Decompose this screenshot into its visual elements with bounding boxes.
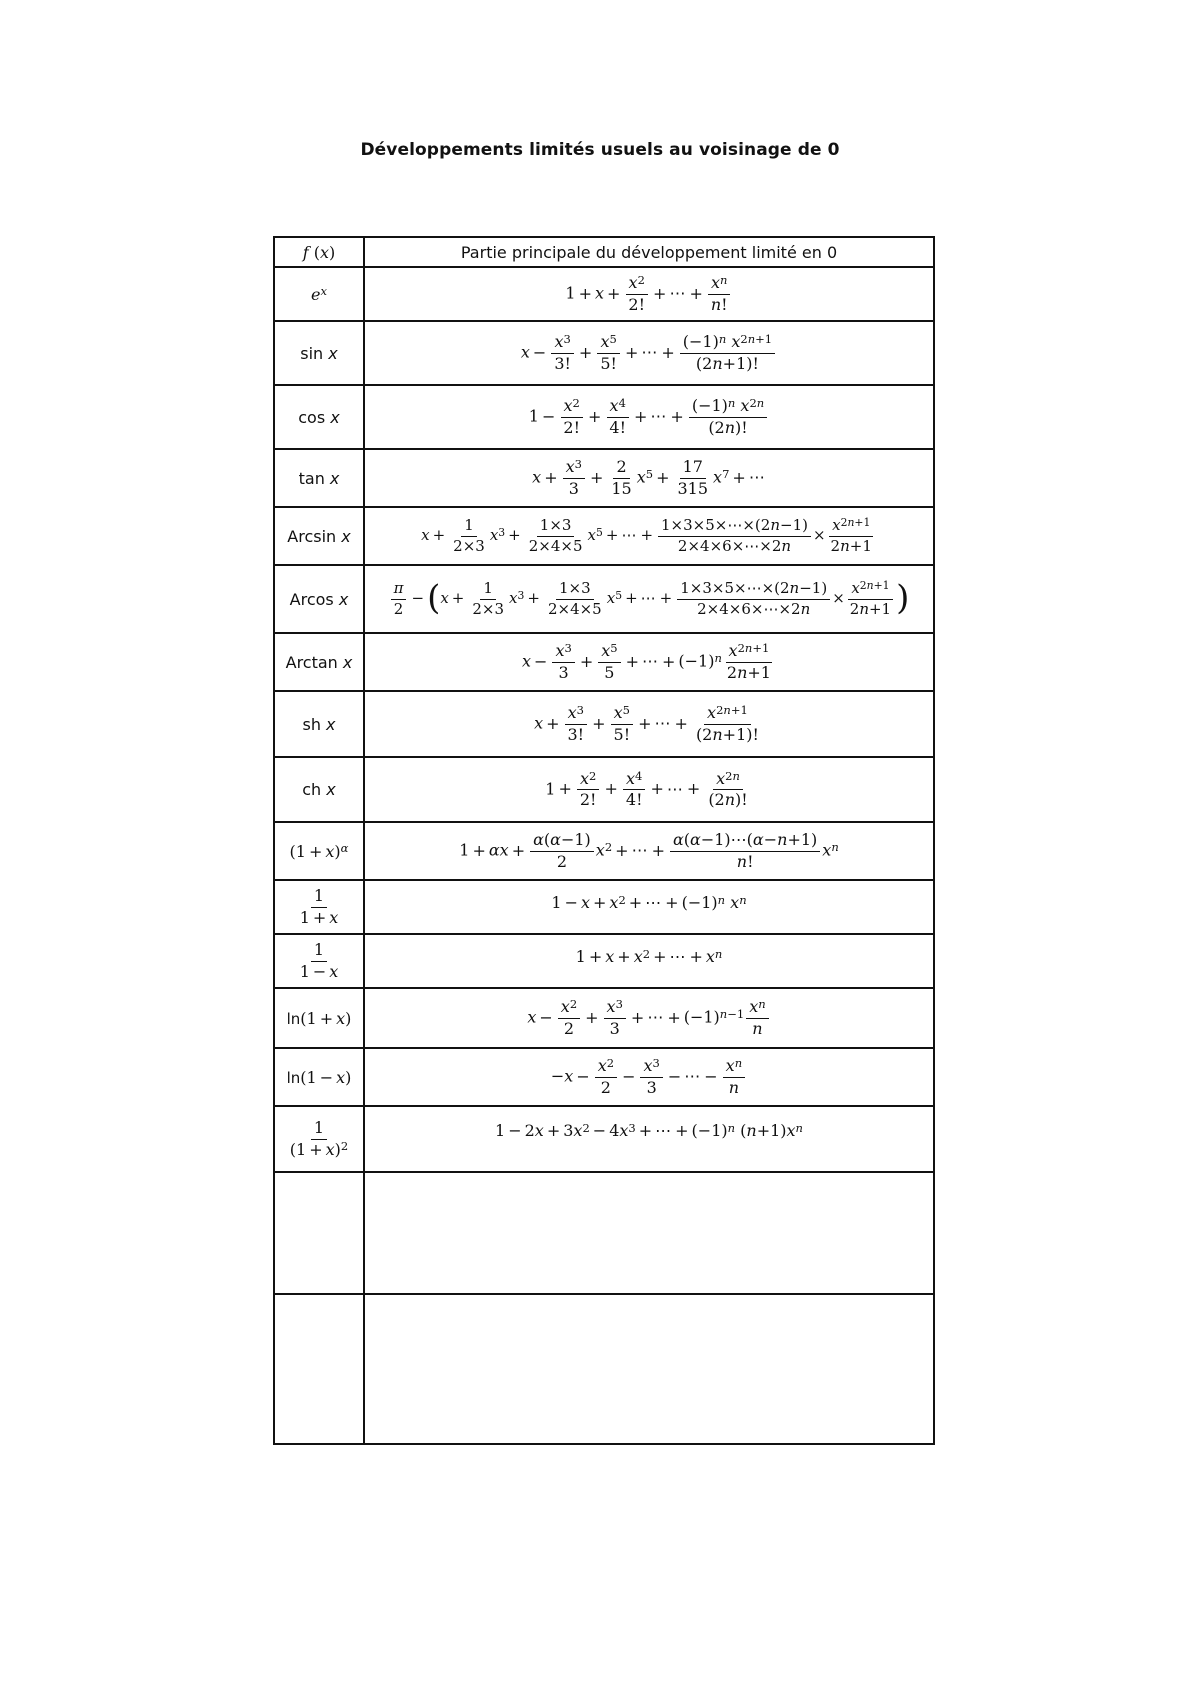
function-cell: $\frac{1}{(1 + x)^2}$ xyxy=(274,1106,364,1172)
table-row xyxy=(274,1106,934,1172)
dl-cell: x + $\frac{x^3}{3!}$ + $\frac{x^5}{5!}$ + ⋯ + $\frac{x^{2n+1}}{(2n+1)!}$ xyxy=(364,691,934,757)
function-cell-empty xyxy=(274,1172,364,1294)
dl-cell: $1 - 2x + 3x^2 - 4x^3$ + ⋯ + $(-1)^n$ $(n+1)x^n$ xyxy=(364,1106,934,1172)
function-cell: Arcos x xyxy=(274,565,364,633)
dl-cell: 1 + αx + $\frac{\alpha(\alpha-1)}{2}$ $x^2$ + ⋯ + $\frac{\alpha(\alpha-1)\cdots(\alpha-n+1)}{n!}$ $x^n$ xyxy=(364,822,934,880)
function-cell: $e^x$ xyxy=(274,267,364,321)
dl-cell: x + $\frac{x^3}{3}$ + $\frac{2}{15}$ $x^5$ + $\frac{17}{315}$ $x^7$ + ⋯ xyxy=(364,449,934,507)
dl-cell-empty xyxy=(364,1172,934,1294)
function-cell: $\frac{1}{1 + x}$ xyxy=(274,880,364,934)
function-cell: cos x xyxy=(274,385,364,449)
table-row xyxy=(274,757,934,822)
function-cell: $\frac{1}{1 - x}$ xyxy=(274,934,364,988)
dl-cell: x + $\frac{1}{2\times 3}$ $x^3$ + $\frac{1\times 3}{2\times 4\times 5}$ $x^5$ + ⋯ + $\frac{1\times 3\times 5\times\cdots\times(2n-1)}{2\times 4\times 6\times\cdots\times 2n}$ × $\frac{x^{2n+1}}{2n+1}$ xyxy=(364,507,934,565)
table-row xyxy=(274,385,934,449)
table-header-row xyxy=(274,237,934,267)
empty-table-row xyxy=(274,1294,934,1444)
dl-cell-empty xyxy=(364,1294,934,1444)
dl-cell: $1 + x + x^2$ + ⋯ + $x^n$ xyxy=(364,934,934,988)
table-row xyxy=(274,449,934,507)
dl-cell: $\frac{\pi}{2}$ −(x + $\frac{1}{2\times 3}$ $x^3$ + $\frac{1\times 3}{2\times 4\times 5}$ $x^5$ + ⋯ + $\frac{1\times 3\times 5\times\cdots\times(2n-1)}{2\times 4\times 6\times\cdots\times 2n}$ × $\frac{x^{2n+1}}{2n+1}$ ) xyxy=(364,565,934,633)
table-row xyxy=(274,988,934,1048)
table-row xyxy=(274,880,934,934)
dl-cell: x − $\frac{x^3}{3!}$ + $\frac{x^5}{5!}$ + ⋯ + $\frac{(-1)^n x^{2n+1}}{(2n+1)!}$ xyxy=(364,321,934,385)
table-row xyxy=(274,507,934,565)
function-cell: Arcsin x xyxy=(274,507,364,565)
table-row xyxy=(274,633,934,691)
dl-cell: 1 + x + $\frac{x^2}{2!}$ + ⋯ + $\frac{x^n}{n!}$ xyxy=(364,267,934,321)
table-row xyxy=(274,267,934,321)
header-function-cell: f (x) xyxy=(274,237,364,267)
function-cell-empty xyxy=(274,1294,364,1444)
function-cell: tan x xyxy=(274,449,364,507)
function-cell: Arctan x xyxy=(274,633,364,691)
dl-table xyxy=(273,236,935,1445)
dl-cell: 1 − $\frac{x^2}{2!}$ + $\frac{x^4}{4!}$ + ⋯ + $\frac{(-1)^n x^{2n}}{(2n)!}$ xyxy=(364,385,934,449)
table-row xyxy=(274,321,934,385)
dl-cell: x − $\frac{x^2}{2}$ + $\frac{x^3}{3}$ + ⋯ + $(-1)^{n-1}$ $\frac{x^n}{n}$ xyxy=(364,988,934,1048)
page-title: Développements limités usuels au voisinage de 0 xyxy=(360,140,840,160)
table-row xyxy=(274,1048,934,1106)
dl-cell: $1 - x + x^2$ + ⋯ + $(-1)^n$ $x^n$ xyxy=(364,880,934,934)
function-cell: ln(1 + x) xyxy=(274,988,364,1048)
function-cell: $(1 + x)^\alpha$ xyxy=(274,822,364,880)
table-row xyxy=(274,565,934,633)
table-row xyxy=(274,822,934,880)
table-row xyxy=(274,691,934,757)
table-row xyxy=(274,934,934,988)
dl-cell: −x − $\frac{x^2}{2}$ − $\frac{x^3}{3}$ − ⋯ − $\frac{x^n}{n}$ xyxy=(364,1048,934,1106)
dl-cell: 1 + $\frac{x^2}{2!}$ + $\frac{x^4}{4!}$ + ⋯ + $\frac{x^{2n}}{(2n)!}$ xyxy=(364,757,934,822)
function-cell: sin x xyxy=(274,321,364,385)
header-dl-cell: Partie principale du développement limité en 0 xyxy=(364,237,934,267)
function-cell: ch x xyxy=(274,757,364,822)
function-cell: sh x xyxy=(274,691,364,757)
dl-cell: x − $\frac{x^3}{3}$ + $\frac{x^5}{5}$ + ⋯ + $(-1)^n$ $\frac{x^{2n+1}}{2n+1}$ xyxy=(364,633,934,691)
function-cell: ln(1 − x) xyxy=(274,1048,364,1106)
empty-table-row xyxy=(274,1172,934,1294)
